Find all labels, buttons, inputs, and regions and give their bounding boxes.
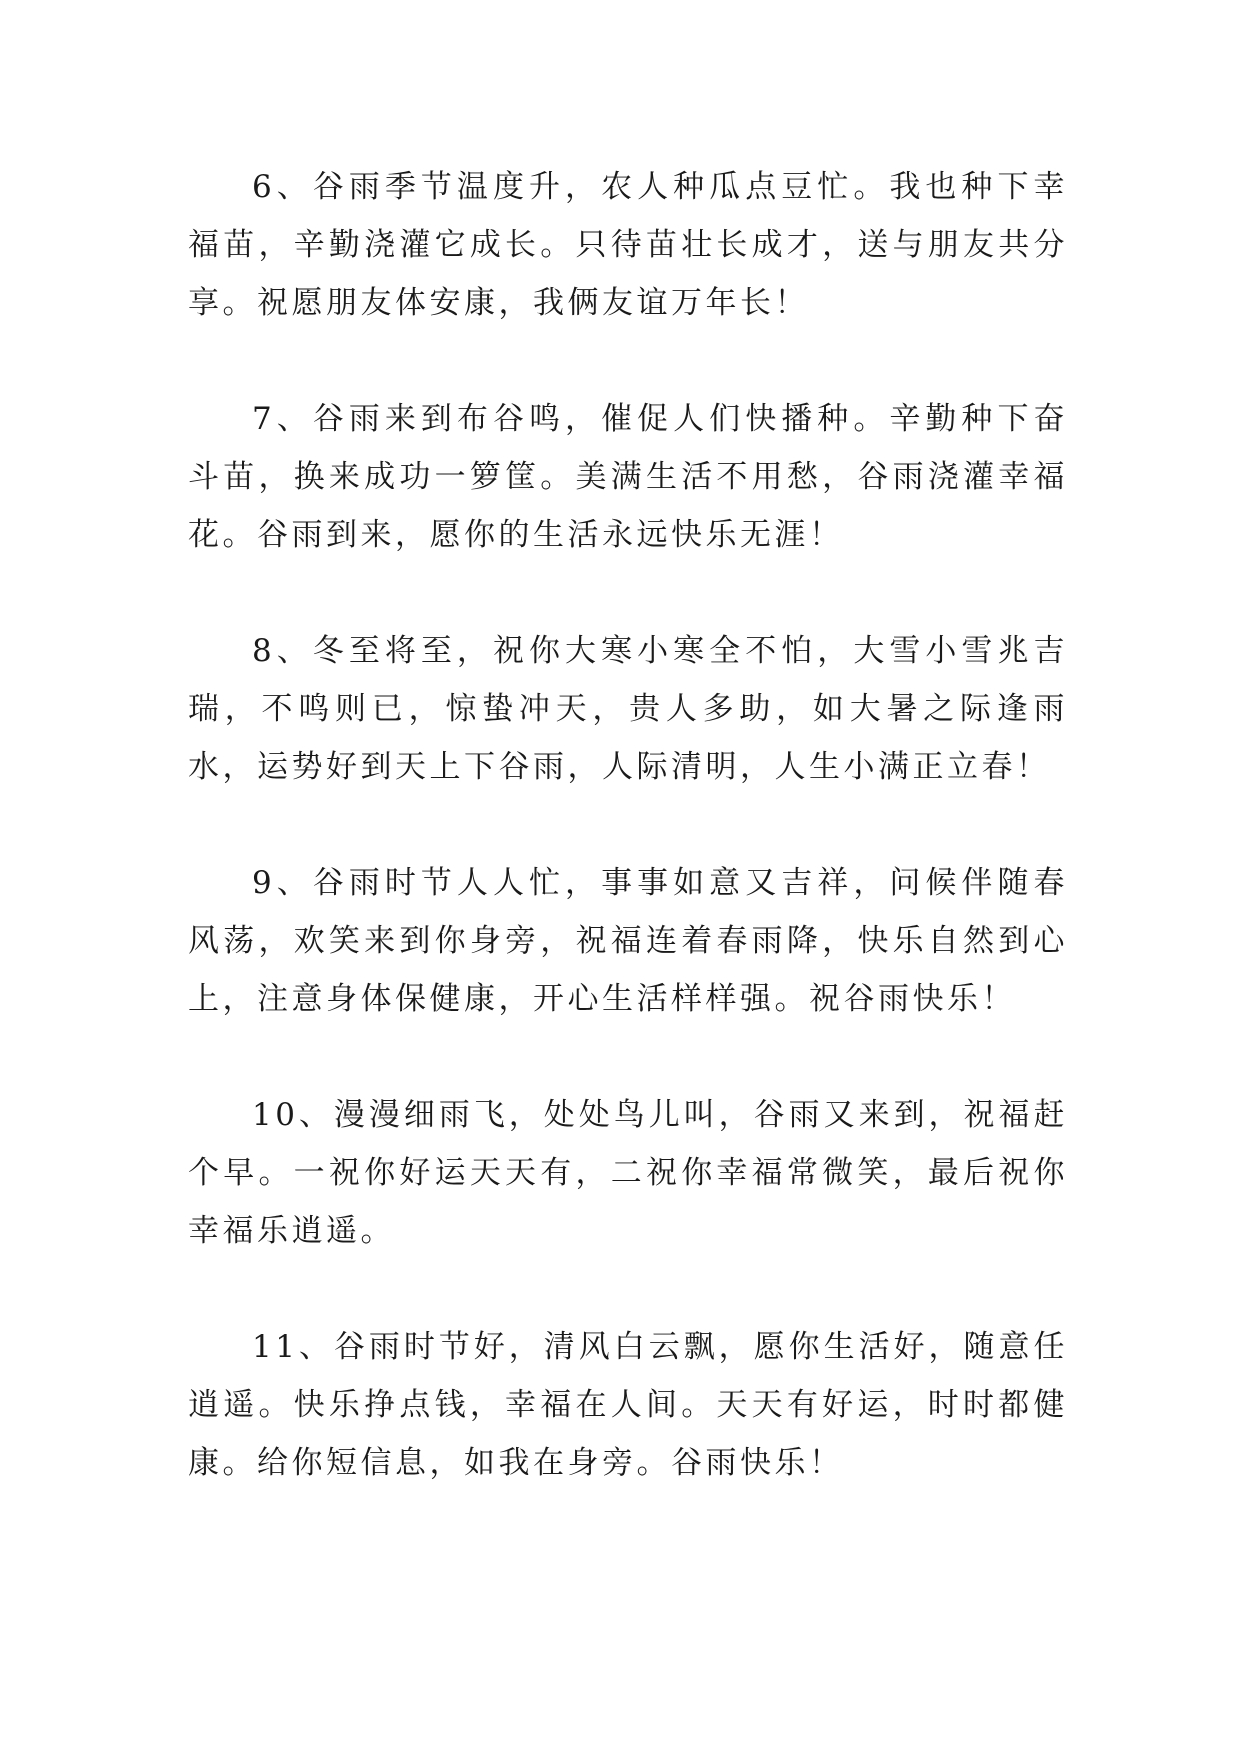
document-body — [188, 158, 1068, 1550]
paragraph-6: 6、谷雨季节温度升，农人种瓜点豆忙。我也种下幸福苗，辛勤浇灌它成长。只待苗壮长成才，送与朋友共分享。祝愿朋友体安康，我俩友谊万年长！ — [188, 169, 1068, 321]
paragraph-7: 7、谷雨来到布谷鸣，催促人们快播种。辛勤种下奋斗苗，换来成功一箩筐。美满生活不用愁，谷雨浇灌幸福花。谷雨到来，愿你的生活永远快乐无涯！ — [188, 401, 1068, 553]
paragraph-9: 9、谷雨时节人人忙，事事如意又吉祥，问候伴随春风荡，欢笑来到你身旁，祝福连着春雨降，快乐自然到心上，注意身体保健康，开心生活样样强。祝谷雨快乐！ — [188, 865, 1068, 1017]
paragraph-11: 11、谷雨时节好，清风白云飘，愿你生活好，随意任逍遥。快乐挣点钱，幸福在人间。天天有好运，时时都健康。给你短信息，如我在身旁。谷雨快乐！ — [188, 1329, 1068, 1481]
paragraph-10: 10、漫漫细雨飞，处处鸟儿叫，谷雨又来到，祝福赶个早。一祝你好运天天有，二祝你幸福常微笑，最后祝你幸福乐逍遥。 — [188, 1097, 1068, 1249]
paragraph-8: 8、冬至将至，祝你大寒小寒全不怕，大雪小雪兆吉瑞，不鸣则已，惊蛰冲天，贵人多助，如大暑之际逢雨水，运势好到天上下谷雨，人际清明，人生小满正立春！ — [188, 633, 1068, 785]
